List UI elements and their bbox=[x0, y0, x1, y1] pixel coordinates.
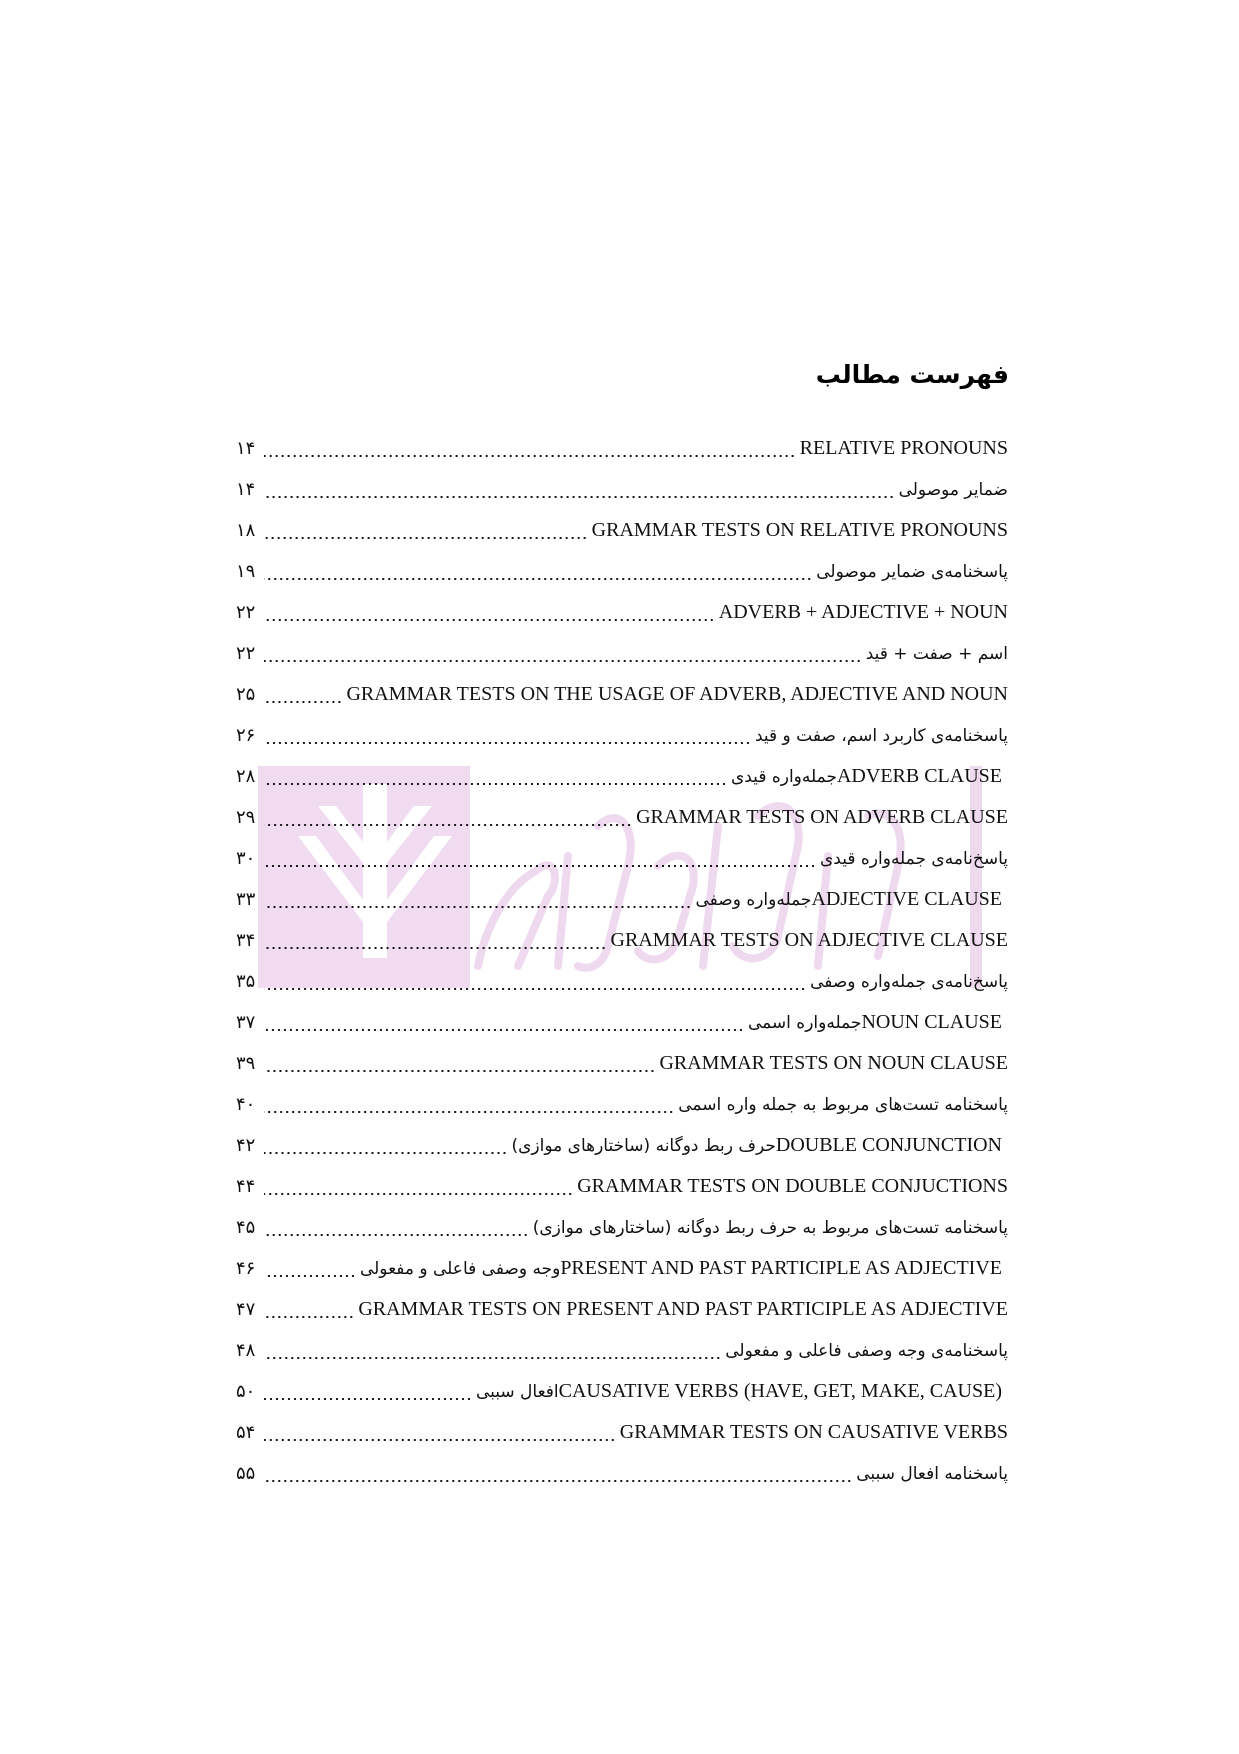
dot-leader bbox=[264, 1029, 744, 1031]
dot-leader bbox=[264, 1480, 852, 1482]
dot-leader bbox=[264, 496, 895, 498]
toc-entry-page-number: ۱۴ bbox=[236, 438, 256, 459]
toc-entry-page-number: ۲۶ bbox=[236, 725, 256, 746]
toc-entry-page-number: ۴۰ bbox=[236, 1094, 256, 1115]
toc-entry-page-number: ۱۹ bbox=[236, 561, 256, 582]
toc-entry-label: GRAMMAR TESTS ON PRESENT AND PAST PARTICIPLE AS ADJECTIVE bbox=[358, 1298, 1008, 1320]
dot-leader bbox=[264, 537, 588, 539]
toc-entry[interactable] bbox=[236, 1084, 1008, 1125]
dot-leader bbox=[264, 455, 796, 457]
toc-entry[interactable] bbox=[236, 1207, 1008, 1248]
toc-entry[interactable] bbox=[236, 1412, 1008, 1453]
toc-entry[interactable] bbox=[236, 1125, 1008, 1166]
toc-entry[interactable] bbox=[236, 1371, 1008, 1412]
toc-entry-label: پاسخ‌نامه‌ی جمله‌واره قیدی bbox=[820, 848, 1008, 869]
dot-leader bbox=[264, 824, 632, 826]
toc-entry-page-number: ۴۵ bbox=[236, 1217, 256, 1238]
toc-entry-label: ضمایر موصولی bbox=[898, 479, 1008, 500]
toc-entry-label-fa: وجه وصفی فاعلی و مفعولی bbox=[359, 1259, 561, 1279]
dot-leader bbox=[264, 660, 862, 662]
dot-leader bbox=[264, 1152, 507, 1154]
toc-entry-page-number: ۱۴ bbox=[236, 479, 256, 500]
toc-entry[interactable] bbox=[236, 1453, 1008, 1494]
toc-entry-page-number: ۴۶ bbox=[236, 1258, 256, 1279]
toc-entry-label: GRAMMAR TESTS ON ADJECTIVE CLAUSE bbox=[610, 929, 1008, 951]
dot-leader bbox=[264, 1193, 573, 1195]
dot-leader bbox=[264, 1111, 674, 1113]
toc-entry-label: GRAMMAR TESTS ON ADVERB CLAUSE bbox=[636, 806, 1008, 828]
toc-entry[interactable] bbox=[236, 510, 1008, 551]
toc-entry[interactable] bbox=[236, 797, 1008, 838]
toc-entry-label bbox=[509, 1134, 1008, 1157]
toc-entry[interactable] bbox=[236, 838, 1008, 879]
toc-entry[interactable] bbox=[236, 592, 1008, 633]
dot-leader bbox=[264, 619, 715, 621]
toc-entry[interactable] bbox=[236, 674, 1008, 715]
toc-entry-page-number: ۲۹ bbox=[236, 807, 256, 828]
toc-entry-label bbox=[474, 1380, 1008, 1403]
toc-entry[interactable] bbox=[236, 428, 1008, 469]
toc-entry-page-number: ۲۵ bbox=[236, 684, 256, 705]
toc-entry-page-number: ۴۲ bbox=[236, 1135, 256, 1156]
toc-entry[interactable] bbox=[236, 1248, 1008, 1289]
dot-leader bbox=[264, 1316, 354, 1318]
dot-leader bbox=[264, 1439, 616, 1441]
toc-entry[interactable] bbox=[236, 1043, 1008, 1084]
toc-entry-label: اسم + صفت + قید bbox=[865, 643, 1008, 664]
toc-entry-label-fa: جمله‌واره اسمی bbox=[747, 1013, 862, 1033]
toc-entry-label-fa: افعال سببی bbox=[475, 1382, 559, 1402]
toc-entry-label bbox=[358, 1257, 1008, 1280]
toc-entry[interactable] bbox=[236, 1289, 1008, 1330]
toc-entry-label: پاسخنامه تست‌های مربوط به حرف ربط دوگانه (ساختارهای موازی) bbox=[532, 1217, 1008, 1238]
toc-entry-label: GRAMMAR TESTS ON NOUN CLAUSE bbox=[659, 1052, 1008, 1074]
toc-entry-label: پاسخنامه‌ی ضمایر موصولی bbox=[816, 561, 1008, 582]
toc-entry-label: RELATIVE PRONOUNS bbox=[799, 437, 1008, 459]
toc-entry[interactable] bbox=[236, 1002, 1008, 1043]
toc-entry[interactable] bbox=[236, 633, 1008, 674]
toc-entry[interactable] bbox=[236, 961, 1008, 1002]
toc-entry[interactable] bbox=[236, 715, 1008, 756]
toc-entry-page-number: ۲۲ bbox=[236, 602, 256, 623]
toc-entry-label-en: CAUSATIVE VERBS (HAVE, GET, MAKE, CAUSE) bbox=[558, 1380, 1002, 1402]
toc-entry[interactable] bbox=[236, 756, 1008, 797]
toc-entry-page-number: ۳۳ bbox=[236, 889, 256, 910]
dot-leader bbox=[264, 865, 816, 867]
toc-entry-label: پاسخنامه‌ی کاربرد اسم، صفت و قید bbox=[754, 725, 1008, 746]
dot-leader bbox=[264, 742, 751, 744]
toc-entry-label: پاسخنامه‌ی وجه وصفی فاعلی و مفعولی bbox=[725, 1340, 1008, 1361]
toc-entry-label bbox=[694, 888, 1009, 911]
toc-entry[interactable] bbox=[236, 1330, 1008, 1371]
dot-leader bbox=[264, 783, 727, 785]
dot-leader bbox=[264, 1234, 529, 1236]
toc-entry-page-number: ۴۴ bbox=[236, 1176, 256, 1197]
page-title: فهرست مطالب bbox=[815, 360, 1009, 389]
toc-entry-page-number: ۱۸ bbox=[236, 520, 256, 541]
toc-entry-page-number: ۳۰ bbox=[236, 848, 256, 869]
toc-entry-label-en: ADVERB CLAUSE bbox=[836, 765, 1002, 787]
dot-leader bbox=[264, 1357, 721, 1359]
toc-entry-label: پاسخ‌نامه‌ی جمله‌واره وصفی bbox=[810, 971, 1008, 992]
toc-entry-page-number: ۵۰ bbox=[236, 1381, 256, 1402]
toc-entry-label-fa: جمله‌واره وصفی bbox=[695, 890, 812, 910]
dot-leader bbox=[264, 1275, 356, 1277]
toc-entry-page-number: ۲۲ bbox=[236, 643, 256, 664]
toc-entry-page-number: ۳۹ bbox=[236, 1053, 256, 1074]
toc-entry-page-number: ۴۸ bbox=[236, 1340, 256, 1361]
toc-entry-label: پاسخنامه افعال سببی bbox=[856, 1463, 1008, 1484]
toc-entry-label-fa: حرف ربط دوگانه (ساختارهای موازی) bbox=[511, 1136, 776, 1156]
toc-entry-label: ADVERB + ADJECTIVE + NOUN bbox=[718, 601, 1008, 623]
toc-entry-label-en: DOUBLE CONJUNCTION bbox=[775, 1134, 1002, 1156]
toc-entry-label-en: PRESENT AND PAST PARTICIPLE AS ADJECTIVE bbox=[560, 1257, 1002, 1279]
toc-entry[interactable] bbox=[236, 1166, 1008, 1207]
toc-entry-label: GRAMMAR TESTS ON RELATIVE PRONOUNS bbox=[591, 519, 1008, 541]
toc-entry-page-number: ۵۵ bbox=[236, 1463, 256, 1484]
toc-entry-label-fa: جمله‌واره قیدی bbox=[730, 767, 837, 787]
dot-leader bbox=[264, 947, 607, 949]
toc-entry-page-number: ۳۷ bbox=[236, 1012, 256, 1033]
toc-entry-label bbox=[729, 765, 1008, 788]
toc-entry-label bbox=[746, 1011, 1008, 1034]
toc-entry[interactable] bbox=[236, 469, 1008, 510]
toc-entry-page-number: ۴۷ bbox=[236, 1299, 256, 1320]
toc-entry[interactable] bbox=[236, 551, 1008, 592]
dot-leader bbox=[264, 701, 342, 703]
toc-entry-page-number: ۵۴ bbox=[236, 1422, 256, 1443]
dot-leader bbox=[264, 906, 692, 908]
toc-entry-label: GRAMMAR TESTS ON CAUSATIVE VERBS bbox=[619, 1421, 1008, 1443]
toc-entry-label: GRAMMAR TESTS ON DOUBLE CONJUCTIONS bbox=[577, 1175, 1008, 1197]
toc-entry-page-number: ۲۸ bbox=[236, 766, 256, 787]
dot-leader bbox=[264, 988, 806, 990]
toc-entry-label-en: NOUN CLAUSE bbox=[861, 1011, 1002, 1033]
toc-entry-label: پاسخنامه تست‌های مربوط به جمله واره اسمی bbox=[678, 1094, 1008, 1115]
toc-entry[interactable] bbox=[236, 879, 1008, 920]
table-of-contents bbox=[236, 428, 1008, 1494]
toc-entry-label: GRAMMAR TESTS ON THE USAGE OF ADVERB, ADJECTIVE AND NOUN bbox=[346, 683, 1008, 705]
dot-leader bbox=[264, 578, 812, 580]
dot-leader bbox=[264, 1398, 472, 1400]
toc-entry-page-number: ۳۴ bbox=[236, 930, 256, 951]
toc-entry-page-number: ۳۵ bbox=[236, 971, 256, 992]
toc-entry-label-en: ADJECTIVE CLAUSE bbox=[811, 888, 1002, 910]
toc-entry[interactable] bbox=[236, 920, 1008, 961]
dot-leader bbox=[264, 1070, 655, 1072]
